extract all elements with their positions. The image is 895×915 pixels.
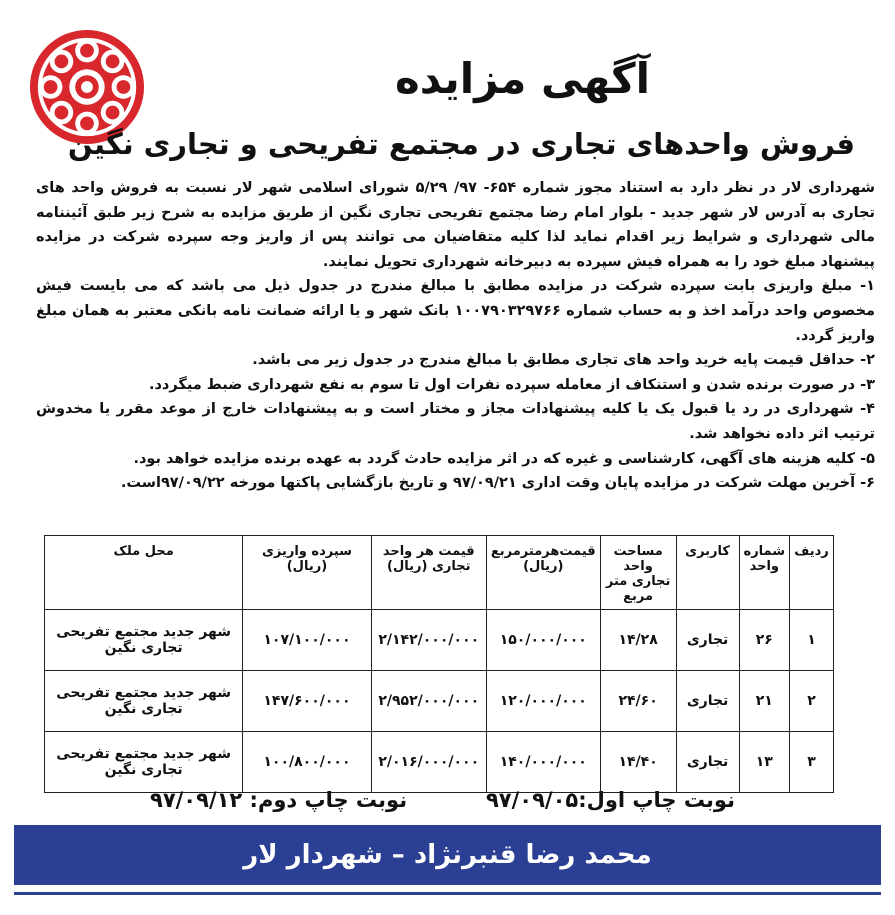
cell-row-number: ۱: [790, 610, 834, 671]
header-area: مساحت واحد تجاری متر مربع: [600, 536, 676, 610]
cell-location: شهر جدید مجتمع تفریحی تجاری نگین: [45, 671, 243, 732]
signature-text: محمد رضا قنبرنژاد – شهردار لار: [243, 840, 652, 870]
table-row: [45, 671, 834, 732]
header-location: محل ملک: [45, 536, 243, 610]
notice-title: آگهی مزایده: [394, 54, 650, 103]
cell-location: شهر جدید مجتمع تفریحی تجاری نگین: [45, 732, 243, 793]
notice-subtitle: فروش واحدهای تجاری در مجتمع تفریحی و تجاری نگین: [67, 127, 855, 161]
print-dates: [150, 788, 735, 812]
cell-unit-price: ۲/۰۱۶/۰۰۰/۰۰۰: [371, 732, 486, 793]
cell-area: ۱۴/۴۰: [600, 732, 676, 793]
cell-usage: تجاری: [676, 732, 739, 793]
cell-unit-number: ۲۶: [739, 610, 790, 671]
auction-table: [44, 535, 834, 793]
cell-price-per-m2: ۱۵۰/۰۰۰/۰۰۰: [486, 610, 600, 671]
table-row: [45, 610, 834, 671]
cell-area: ۱۴/۲۸: [600, 610, 676, 671]
header-unit-price: قیمت هر واحد تجاری (ریال): [371, 536, 486, 610]
notice-body: [36, 176, 875, 496]
header-deposit: سپرده واریزی (ریال): [243, 536, 371, 610]
cell-row-number: ۲: [790, 671, 834, 732]
second-print-date: نوبت چاپ دوم: ۹۷/۰۹/۱۲: [150, 788, 408, 812]
cell-unit-price: ۲/۹۵۲/۰۰۰/۰۰۰: [371, 671, 486, 732]
table-row: [45, 732, 834, 793]
cell-unit-number: ۲۱: [739, 671, 790, 732]
cell-unit-number: ۱۳: [739, 732, 790, 793]
cell-usage: تجاری: [676, 671, 739, 732]
cell-deposit: ۱۰۷/۱۰۰/۰۰۰: [243, 610, 371, 671]
cell-location: شهر جدید مجتمع تفریحی تجاری نگین: [45, 610, 243, 671]
condition-5: ۵- کلیه هزینه های آگهی، کارشناسی و غیره که در اثر مزایده حادث گردد به عهده برنده مزایده خواهد بود.: [133, 450, 875, 467]
table-header-row: [45, 536, 834, 610]
cell-usage: تجاری: [676, 610, 739, 671]
header-row-number: ردیف: [790, 536, 834, 610]
cell-deposit: ۱۰۰/۸۰۰/۰۰۰: [243, 732, 371, 793]
cell-area: ۲۴/۶۰: [600, 671, 676, 732]
condition-6: ۶- آخرین مهلت شرکت در مزایده پایان وقت اداری ۹۷/۰۹/۲۱ و تاریخ بازگشایی پاکتها مورخه ۹۷/۰۹/۲۲است.: [120, 475, 875, 492]
first-print-date: نوبت چاپ اول:۹۷/۰۹/۰۵: [485, 788, 735, 812]
cell-deposit: ۱۴۷/۶۰۰/۰۰۰: [243, 671, 371, 732]
header-usage: کاربری: [676, 536, 739, 610]
condition-2: ۲- حداقل قیمت پایه خرید واحد های تجاری مطابق با مبالغ مندرج در جدول زیر می باشد.: [252, 352, 875, 369]
cell-row-number: ۳: [790, 732, 834, 793]
cell-price-per-m2: ۱۴۰/۰۰۰/۰۰۰: [486, 732, 600, 793]
cell-unit-price: ۲/۱۴۲/۰۰۰/۰۰۰: [371, 610, 486, 671]
signature-banner: [14, 825, 881, 885]
intro-paragraph: شهرداری لار در نظر دارد به استناد مجوز شماره ۶۵۴- ۹۷/ ۵/۲۹ شورای اسلامی شهر لار نسبت به فروش واحد های تجاری به آدرس لار شهر جدید - بلوار امام رضا مجتمع تفریحی تجاری نگین از طریق مزایده به شرح زیر طبق آئیننامه مالی شهرداری و شرایط زیر اقدام نماید لذا کلیه متقاضیان می توانند پس از واریز وجه سپرده شرکت در مزایده پیشنهاد مبلغ خود را به همراه فیش سپرده به دبیرخانه شهرداری تحویل نمایند.: [36, 180, 875, 270]
condition-1: ۱- مبلغ واریزی بابت سپرده شرکت در مزایده مطابق با مبالغ مندرج در جدول ذیل می باشد که می بایست فیش مخصوص واحد درآمد اخذ و به حساب شماره ۱۰۰۷۹۰۳۲۹۷۶۶ بانک شهر و یا ارائه ضمانت نامه بانکی معتبر به همان مبلغ واریز گردد.: [36, 278, 876, 344]
footer-divider: [14, 892, 881, 895]
header-price-per-m2: قیمت‌هرمترمربع (ریال): [486, 536, 600, 610]
cell-price-per-m2: ۱۲۰/۰۰۰/۰۰۰: [486, 671, 600, 732]
condition-4: ۴- شهرداری در رد یا قبول یک یا کلیه پیشنهادات مجاز و مختار است و به پیشنهادات خارج از موعد مقرر یا مخدوش ترتیب اثر داده نخواهد شد.: [36, 401, 875, 442]
header-unit-number: شماره واحد: [739, 536, 790, 610]
condition-3: ۳- در صورت برنده شدن و استنکاف از معامله سپرده نفرات اول تا سوم به نفع شهرداری ضبط میگردد.: [148, 376, 875, 393]
